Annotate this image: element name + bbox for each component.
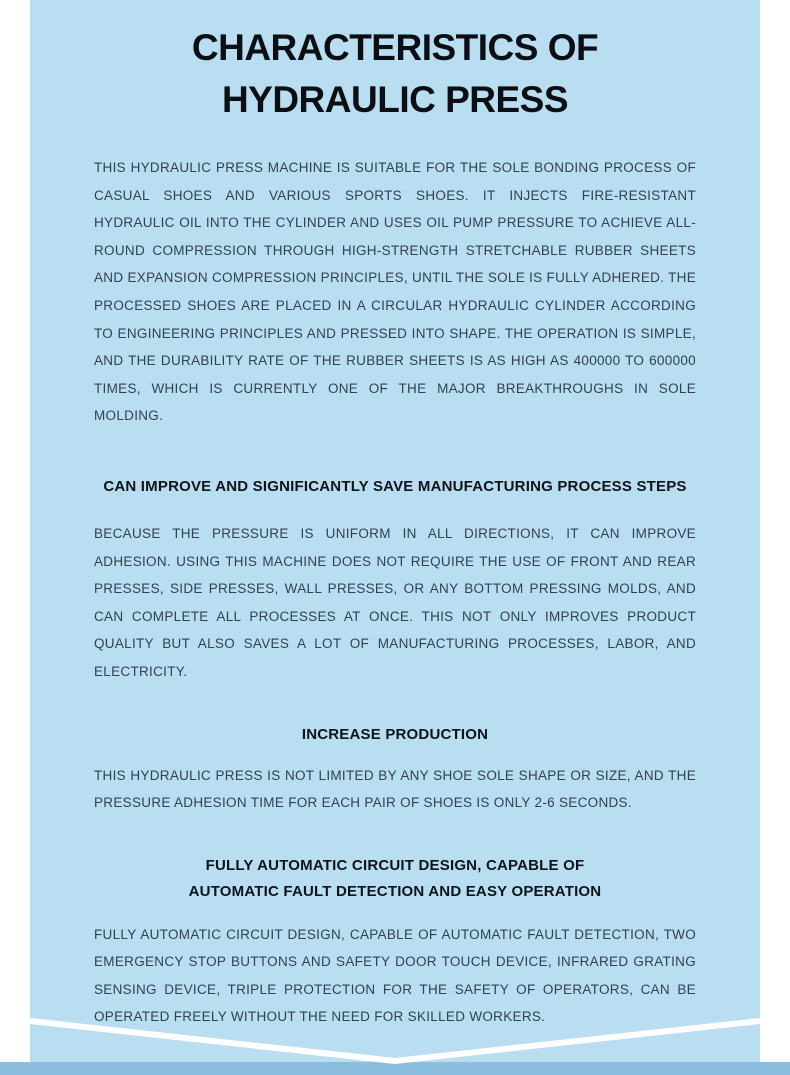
content-area (30, 0, 760, 1031)
page-title (94, 22, 696, 126)
chevron-icon (30, 999, 760, 1073)
page-title-line-2: HYDRAULIC PRESS (221, 79, 569, 120)
content-panel (30, 0, 760, 1075)
section-body: FULLY AUTOMATIC CIRCUIT DESIGN, CAPABLE OF AUTOMATIC FAULT DETECTION, TWO EMERGENCY STOP BUTTONS AND SAFETY DOOR TOUCH DEVICE, INFRARED GRATING SENSING DEVICE, TRIPLE PROTECTION FOR THE SAFETY OF OPERATORS, CAN BE OPERATED FREELY WITHOUT THE NEED FOR SKILLED WORKERS. (94, 926, 696, 1025)
intro-paragraph: THIS HYDRAULIC PRESS MACHINE IS SUITABLE FOR THE SOLE BONDING PROCESS OF CASUAL SHOES AND VARIOUS SPORTS SHOES. IT INJECTS FIRE-RESISTANT HYDRAULIC OIL INTO THE CYLINDER AND USES OIL PUMP PRESSURE TO ACHIEVE ALL-ROUND COMPRESSION THROUGH HIGH-STRENGTH STRETCHABLE RUBBER SHEETS AND EXPANSION COMPRESSION PRINCIPLES, UNTIL THE SOLE IS FULLY ADHERED. THE PROCESSED SHOES ARE PLACED IN A CIRCULAR HYDRAULIC CYLINDER ACCORDING TO ENGINEERING PRINCIPLES AND PRESSED INTO SHAPE. THE OPERATION IS SIMPLE, AND THE DURABILITY RATE OF THE RUBBER SHEETS IS AS HIGH AS 400000 TO 600000 TIMES, WHICH IS CURRENTLY ONE OF THE MAJOR BREAKTHROUGHS IN SOLE MOLDING. (94, 160, 696, 424)
section-body: THIS HYDRAULIC PRESS IS NOT LIMITED BY ANY SHOE SOLE SHAPE OR SIZE, AND THE PRESSURE ADHESION TIME FOR EACH PAIR OF SHOES IS ONLY 2-6 SECONDS. (94, 767, 696, 811)
section-increase-production (94, 722, 696, 817)
bottom-chevron-decoration (30, 999, 760, 1073)
section-heading-line: CAN IMPROVE AND SIGNIFICANTLY SAVE MANUFACTURING PROCESS STEPS (103, 477, 687, 495)
section-heading (94, 474, 696, 500)
section-heading-line: INCREASE PRODUCTION (301, 725, 489, 743)
section-heading-line-1: FULLY AUTOMATIC CIRCUIT DESIGN, CAPABLE OF (205, 856, 585, 874)
page-title-line-1: CHARACTERISTICS OF (191, 27, 599, 68)
section-improve-save-steps (94, 474, 696, 686)
section-heading-line-2: AUTOMATIC FAULT DETECTION AND EASY OPERATION (188, 882, 602, 900)
section-heading (94, 853, 696, 905)
section-body: BECAUSE THE PRESSURE IS UNIFORM IN ALL DIRECTIONS, IT CAN IMPROVE ADHESION. USING THIS MACHINE DOES NOT REQUIRE THE USE OF FRONT AND REAR PRESSES, SIDE PRESSES, WALL PRESSES, OR ANY BOTTOM PRESSING MOLDS, AND CAN COMPLETE ALL PROCESSES AT ONCE. THIS NOT ONLY IMPROVES PRODUCT QUALITY BUT ALSO SAVES A LOT OF MANUFACTURING PROCESSES, LABOR, AND ELECTRICITY. (94, 525, 696, 679)
section-heading (94, 722, 696, 748)
